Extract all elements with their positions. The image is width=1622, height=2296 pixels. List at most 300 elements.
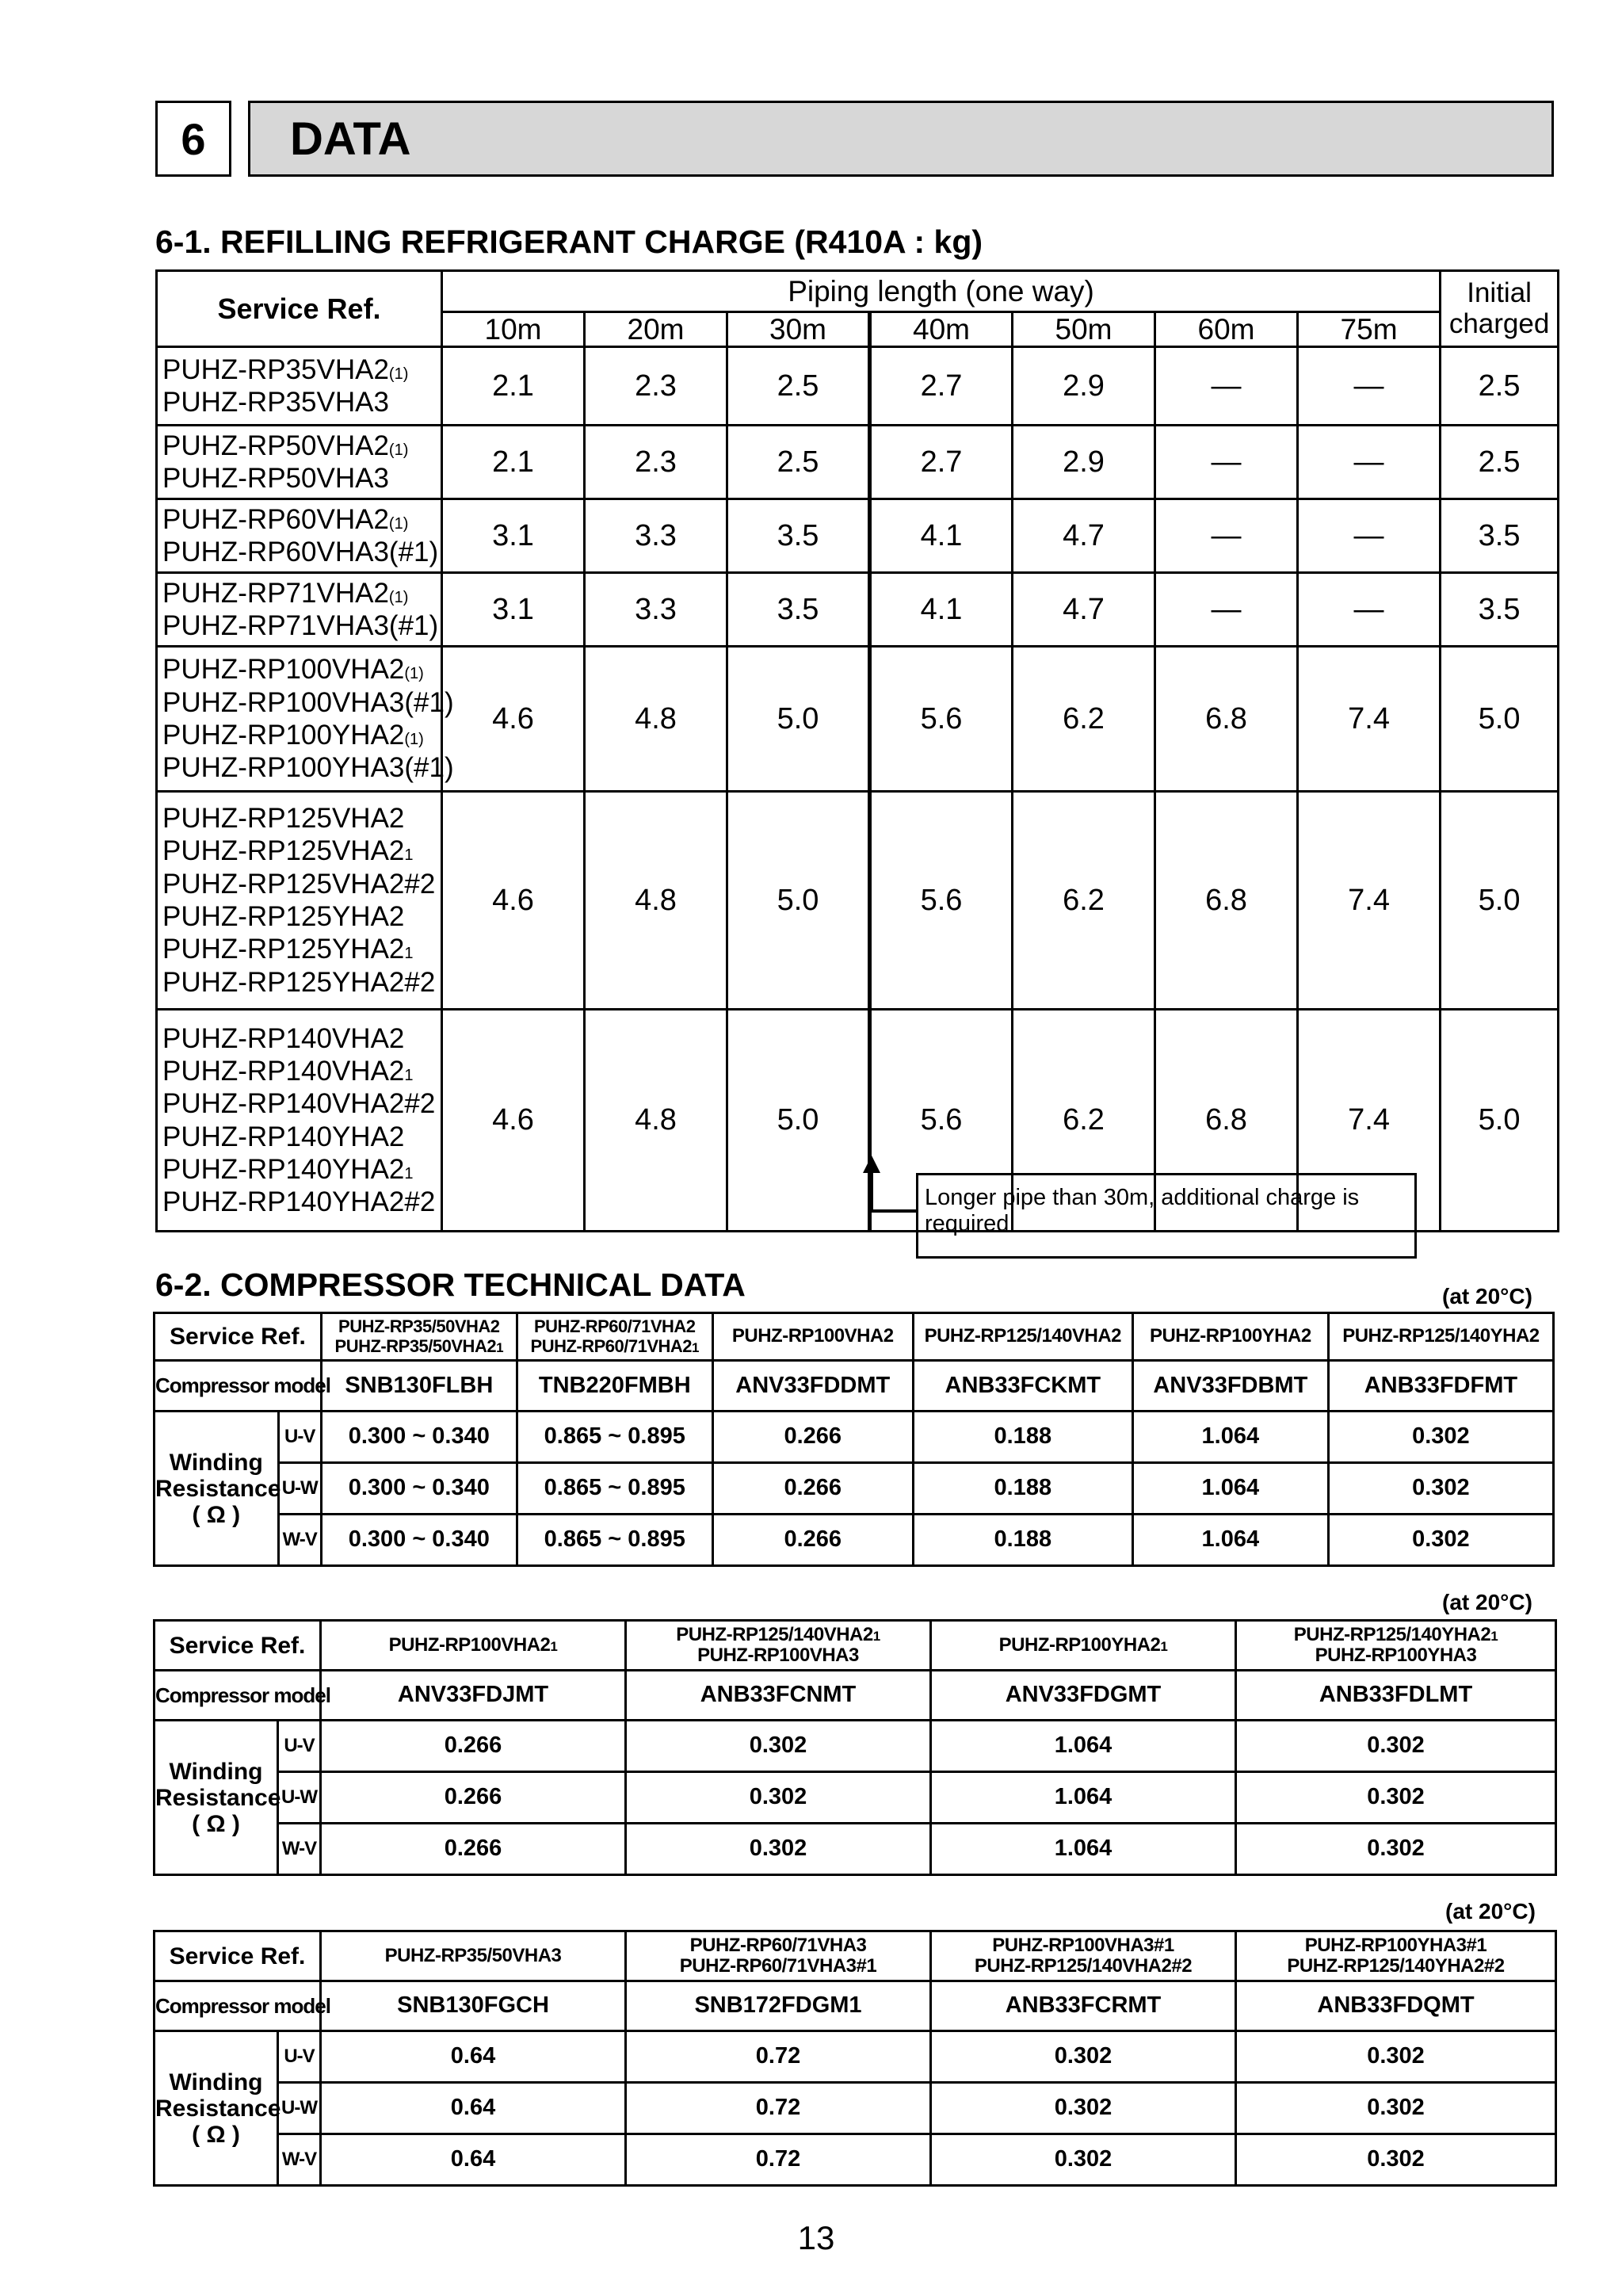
resistance-value: 0.302 xyxy=(1328,1412,1553,1463)
service-ref-label: Service Ref. xyxy=(155,1931,321,1981)
charge-value: 2.5 xyxy=(727,426,870,499)
resistance-value: 0.865 ~ 0.895 xyxy=(517,1463,712,1515)
service-ref-cell xyxy=(157,573,442,647)
charge-value: 3.5 xyxy=(727,499,870,573)
service-ref-line xyxy=(162,900,441,933)
model-name: PUHZ-RP35VHA2 xyxy=(162,353,389,385)
charge-value: — xyxy=(1298,426,1441,499)
model-name: PUHZ-RP140YHA2 xyxy=(162,1121,405,1152)
length-header: 30m xyxy=(727,312,870,347)
service-ref-line xyxy=(322,1337,516,1356)
service-ref-line xyxy=(162,1153,441,1186)
charge-value: 7.4 xyxy=(1298,792,1441,1010)
resistance-value: 0.72 xyxy=(626,2134,931,2186)
charge-value: 5.0 xyxy=(727,792,870,1010)
charge-value: 6.8 xyxy=(1155,792,1298,1010)
charge-value: 5.0 xyxy=(1441,647,1559,792)
service-ref-line xyxy=(162,933,441,965)
service-ref-line xyxy=(162,462,441,495)
service-ref-line xyxy=(518,1317,712,1336)
service-ref-line xyxy=(162,609,441,642)
resistance-value: 0.302 xyxy=(1236,2083,1556,2134)
resistance-value: 0.266 xyxy=(712,1412,913,1463)
charge-value: 5.0 xyxy=(1441,1010,1559,1232)
compressor-model-value: TNB220FMBH xyxy=(517,1361,712,1412)
winding-label-line: Resistance xyxy=(155,1475,281,1502)
model-name: PUHZ-RP100YHA3#1 xyxy=(1304,1934,1487,1956)
model-name: PUHZ-RP140YHA2#2 xyxy=(162,1186,436,1218)
suffix-mark: 1 xyxy=(404,846,414,865)
compressor-model-value: ANB33FDFMT xyxy=(1328,1361,1553,1412)
resistance-value: 0.302 xyxy=(931,2083,1236,2134)
service-ref-cell xyxy=(157,499,442,573)
charge-value: 4.1 xyxy=(870,499,1013,573)
service-ref-line xyxy=(627,1625,929,1645)
table-row xyxy=(157,347,1559,426)
charge-value: 5.0 xyxy=(1441,792,1559,1010)
model-name: PUHZ-RP125/140YHA2 xyxy=(1342,1325,1540,1347)
suffix-mark: (1) xyxy=(404,665,424,683)
page-number: 13 xyxy=(797,2219,835,2256)
charge-value: 2.5 xyxy=(1441,426,1559,499)
charge-value: 3.3 xyxy=(585,573,727,647)
suffix-mark: 1 xyxy=(496,1339,504,1355)
table-row xyxy=(157,792,1559,1010)
resistance-value: 0.72 xyxy=(626,2083,931,2134)
charge-value: — xyxy=(1155,347,1298,426)
suffix-mark: (1) xyxy=(388,514,409,533)
charge-value: 5.6 xyxy=(870,1010,1013,1232)
model-name: PUHZ-RP125/140YHA2#2 xyxy=(1287,1955,1505,1977)
header-row xyxy=(157,271,1559,312)
compressor-model-value: ANV33FDGMT xyxy=(931,1671,1236,1721)
model-name: PUHZ-RP71VHA2 xyxy=(162,577,389,609)
model-name: PUHZ-RP60/71VHA3#1 xyxy=(679,1955,877,1977)
model-name: PUHZ-RP125VHA2#2 xyxy=(162,868,436,900)
charge-value: 3.3 xyxy=(585,499,727,573)
service-ref-line xyxy=(1330,1326,1552,1347)
resistance-value: 0.64 xyxy=(321,2031,626,2083)
service-ref-cell xyxy=(157,1010,442,1232)
model-name: PUHZ-RP100YHA3(#1) xyxy=(162,752,454,784)
temp-note-1: (at 20°C) xyxy=(1442,1284,1532,1308)
suffix-mark: (1) xyxy=(388,365,409,383)
charge-value: 4.6 xyxy=(442,1010,585,1232)
suffix-mark: (1) xyxy=(388,588,409,606)
model-name: PUHZ-RP100VHA2 xyxy=(162,654,405,686)
charge-value: 4.1 xyxy=(870,573,1013,647)
service-ref-cell xyxy=(517,1313,712,1361)
resistance-value: 0.302 xyxy=(626,1772,931,1824)
service-ref-line xyxy=(1237,1625,1555,1645)
resistance-value: 0.302 xyxy=(1236,2031,1556,2083)
service-ref-cell xyxy=(1132,1313,1328,1361)
service-ref-line xyxy=(162,653,441,686)
resistance-value: 0.302 xyxy=(931,2134,1236,2186)
service-ref-line xyxy=(627,1645,929,1666)
suffix-mark: (1) xyxy=(388,441,409,459)
service-ref-line xyxy=(162,1121,441,1153)
charge-value: 7.4 xyxy=(1298,647,1441,792)
model-name: PUHZ-RP35/50VHA3 xyxy=(384,1944,562,1966)
model-name: PUHZ-RP140VHA2#2 xyxy=(162,1088,436,1120)
resistance-value: 0.302 xyxy=(1236,1772,1556,1824)
service-ref-cell xyxy=(626,1931,931,1981)
resistance-value: 0.302 xyxy=(1328,1515,1553,1566)
suffix-mark: 1 xyxy=(692,1339,699,1355)
charge-value: 5.0 xyxy=(727,647,870,792)
model-name: PUHZ-RP125/140YHA2 xyxy=(1293,1623,1491,1645)
charge-value: 2.1 xyxy=(442,426,585,499)
service-ref-cell xyxy=(1236,1621,1556,1671)
winding-row xyxy=(155,1772,1556,1824)
service-ref-line xyxy=(322,1317,516,1336)
suffix-mark: 1 xyxy=(404,945,414,963)
service-ref-cell xyxy=(1328,1313,1553,1361)
resistance-value: 1.064 xyxy=(1132,1463,1328,1515)
service-ref-line xyxy=(518,1337,712,1356)
model-name: PUHZ-RP125YHA2 xyxy=(162,901,405,932)
service-ref-line xyxy=(1237,1956,1555,1977)
resistance-value: 0.300 ~ 0.340 xyxy=(321,1412,517,1463)
service-ref-line xyxy=(1134,1326,1327,1347)
winding-row xyxy=(155,2031,1556,2083)
model-name: PUHZ-RP60/71VHA2 xyxy=(530,1335,693,1356)
compressor-model-row xyxy=(155,1361,1554,1412)
charge-value: 6.8 xyxy=(1155,1010,1298,1232)
compressor-model-value: SNB172FDGM1 xyxy=(626,1981,931,2031)
resistance-value: 1.064 xyxy=(931,1824,1236,1875)
model-name: PUHZ-RP140YHA2 xyxy=(162,1153,405,1185)
compressor-model-value: ANB33FCRMT xyxy=(931,1981,1236,2031)
service-ref-cell xyxy=(321,1621,626,1671)
table-row xyxy=(157,573,1559,647)
service-ref-cell xyxy=(1236,1931,1556,1981)
winding-row xyxy=(155,1824,1556,1875)
service-ref-line xyxy=(714,1326,912,1347)
service-ref-line xyxy=(322,1946,624,1966)
service-ref-line xyxy=(162,868,441,900)
resistance-value: 0.266 xyxy=(321,1824,626,1875)
length-header: 60m xyxy=(1155,312,1298,347)
model-name: PUHZ-RP100VHA3(#1) xyxy=(162,686,454,718)
service-ref-line xyxy=(932,1956,1235,1977)
phase-label: U-V xyxy=(278,1412,321,1463)
resistance-value: 0.300 ~ 0.340 xyxy=(321,1463,517,1515)
charge-value: 3.5 xyxy=(1441,499,1559,573)
compressor-model-label: Compressor model xyxy=(155,1981,321,2031)
compressor-table-2 xyxy=(153,1619,1557,1876)
winding-row xyxy=(155,2083,1556,2134)
winding-label-line: Resistance xyxy=(155,1784,281,1811)
length-header: 20m xyxy=(585,312,727,347)
resistance-value: 1.064 xyxy=(1132,1515,1328,1566)
service-ref-line xyxy=(1237,1935,1555,1956)
resistance-value: 0.188 xyxy=(913,1515,1132,1566)
charge-value: — xyxy=(1155,426,1298,499)
charge-value: 6.2 xyxy=(1013,1010,1155,1232)
model-name: PUHZ-RP60VHA3(#1) xyxy=(162,537,439,567)
suffix-mark: 1 xyxy=(404,1164,414,1182)
suffix-mark: 1 xyxy=(1490,1628,1498,1644)
service-ref-cell xyxy=(626,1621,931,1671)
resistance-value: 0.188 xyxy=(913,1412,1132,1463)
compressor-model-value: ANB33FCKMT xyxy=(913,1361,1132,1412)
compressor-model-value: SNB130FLBH xyxy=(321,1361,517,1412)
model-name: PUHZ-RP50VHA2 xyxy=(162,430,389,461)
table-row xyxy=(157,499,1559,573)
service-ref-line xyxy=(162,577,441,609)
service-ref-line xyxy=(162,353,441,386)
service-ref-line xyxy=(322,1635,624,1656)
winding-resistance-label xyxy=(155,2031,281,2186)
resistance-value: 0.64 xyxy=(321,2083,626,2134)
model-name: PUHZ-RP100VHA3#1 xyxy=(992,1934,1174,1956)
model-name: PUHZ-RP140VHA2 xyxy=(162,1022,405,1054)
service-ref-line xyxy=(162,430,441,462)
compressor-table-3 xyxy=(153,1930,1557,2187)
service-ref-line xyxy=(162,503,441,536)
winding-label-line: ( Ω ) xyxy=(192,2121,240,2148)
model-name: PUHZ-RP125/140VHA2#2 xyxy=(974,1955,1193,1977)
winding-row xyxy=(155,1463,1554,1515)
resistance-value: 0.302 xyxy=(1328,1463,1553,1515)
resistance-value: 0.266 xyxy=(321,1772,626,1824)
compressor-model-row xyxy=(155,1981,1556,2031)
winding-label-line: Winding xyxy=(169,1449,263,1476)
suffix-mark: 1 xyxy=(872,1628,880,1644)
section-title: DATA xyxy=(248,101,1554,177)
model-name: PUHZ-RP60/71VHA3 xyxy=(689,1934,867,1956)
service-ref-line xyxy=(932,1635,1235,1656)
model-name: PUHZ-RP100YHA2 xyxy=(1149,1325,1311,1347)
charge-value: 5.6 xyxy=(870,792,1013,1010)
phase-label: U-V xyxy=(278,2031,321,2083)
resistance-value: 0.300 ~ 0.340 xyxy=(321,1515,517,1566)
service-ref-line xyxy=(627,1956,929,1977)
service-ref-line xyxy=(162,1055,441,1087)
model-name: PUHZ-RP35/50VHA2 xyxy=(334,1335,497,1356)
charge-value: 2.9 xyxy=(1013,347,1155,426)
refill-table xyxy=(155,269,1559,1232)
suffix-mark: 1 xyxy=(404,1066,414,1084)
service-ref-cell xyxy=(157,426,442,499)
winding-label-line: ( Ω ) xyxy=(192,1810,240,1837)
model-name: PUHZ-RP100YHA3 xyxy=(1315,1645,1477,1666)
charge-value: 4.6 xyxy=(442,792,585,1010)
callout-note: Longer pipe than 30m, additional charge is required. xyxy=(916,1173,1417,1259)
compressor-model-value: ANV33FDBMT xyxy=(1132,1361,1328,1412)
piping-length-header: Piping length (one way) xyxy=(442,271,1441,312)
resistance-value: 0.64 xyxy=(321,2134,626,2186)
resistance-value: 1.064 xyxy=(1132,1412,1328,1463)
model-name: PUHZ-RP125VHA2 xyxy=(162,835,405,867)
phase-label: U-W xyxy=(278,2083,321,2134)
service-ref-line xyxy=(162,686,454,719)
service-ref-cell xyxy=(321,1931,626,1981)
compressor-model-value: ANB33FDLMT xyxy=(1236,1671,1556,1721)
compressor-table-1 xyxy=(153,1312,1555,1567)
length-header: 40m xyxy=(870,312,1013,347)
service-ref-cell xyxy=(157,792,442,1010)
model-name: PUHZ-RP35VHA3 xyxy=(162,387,389,418)
model-name: PUHZ-RP125/140VHA2 xyxy=(676,1623,873,1645)
service-ref-line xyxy=(162,1186,441,1218)
charge-value: — xyxy=(1298,347,1441,426)
service-ref-line xyxy=(914,1326,1132,1347)
charge-value: 4.7 xyxy=(1013,499,1155,573)
charge-value: 5.6 xyxy=(870,647,1013,792)
suffix-mark: 1 xyxy=(550,1638,558,1654)
model-name: PUHZ-RP35/50VHA2 xyxy=(338,1316,500,1337)
charge-value: — xyxy=(1155,499,1298,573)
charge-value: 2.7 xyxy=(870,426,1013,499)
model-name: PUHZ-RP71VHA3(#1) xyxy=(162,610,439,641)
charge-value: 4.8 xyxy=(585,647,727,792)
winding-resistance-label xyxy=(155,1412,279,1566)
service-ref-line xyxy=(162,719,441,751)
service-ref-line xyxy=(162,386,441,418)
winding-label-line: Winding xyxy=(169,1758,263,1785)
model-name: PUHZ-RP140VHA2 xyxy=(162,1055,405,1087)
compressor-model-value: ANB33FCNMT xyxy=(626,1671,931,1721)
charge-value: — xyxy=(1298,499,1441,573)
service-ref-cell xyxy=(157,647,454,792)
service-ref-cell xyxy=(931,1931,1236,1981)
resistance-value: 0.302 xyxy=(1236,1721,1556,1772)
model-name: PUHZ-RP100VHA3 xyxy=(697,1645,859,1666)
service-ref-line xyxy=(162,1087,441,1120)
charge-value: 6.2 xyxy=(1013,792,1155,1010)
model-name: PUHZ-RP100VHA2 xyxy=(731,1325,894,1347)
service-ref-line xyxy=(162,751,454,784)
length-header: 10m xyxy=(442,312,585,347)
resistance-value: 0.302 xyxy=(1236,2134,1556,2186)
service-ref-cell xyxy=(157,347,442,426)
service-ref-line xyxy=(1237,1645,1555,1666)
phase-label: U-W xyxy=(278,1463,321,1515)
model-name: PUHZ-RP100VHA2 xyxy=(388,1633,551,1656)
resistance-value: 0.865 ~ 0.895 xyxy=(517,1412,712,1463)
service-ref-line xyxy=(932,1935,1235,1956)
phase-label: U-W xyxy=(278,1772,321,1824)
model-name: PUHZ-RP125YHA2 xyxy=(162,934,405,965)
charge-value: 4.8 xyxy=(585,792,727,1010)
winding-resistance-label xyxy=(155,1721,281,1875)
compressor-model-label: Compressor model xyxy=(155,1671,321,1721)
resistance-value: 0.865 ~ 0.895 xyxy=(517,1515,712,1566)
winding-row xyxy=(155,2134,1556,2186)
resistance-value: 0.266 xyxy=(712,1515,913,1566)
section-number: 6 xyxy=(155,101,231,177)
suffix-mark: 1 xyxy=(1160,1638,1168,1654)
resistance-value: 0.188 xyxy=(913,1463,1132,1515)
charge-value: 2.7 xyxy=(870,347,1013,426)
model-name: PUHZ-RP100YHA2 xyxy=(998,1633,1161,1656)
winding-label-line: Resistance xyxy=(155,2095,281,2122)
service-ref-line xyxy=(627,1935,929,1956)
charge-value: 2.3 xyxy=(585,347,727,426)
charge-value: 5.0 xyxy=(727,1010,870,1232)
service-ref-header: Service Ref. xyxy=(157,271,442,347)
temp-note-3: (at 20°C) xyxy=(1445,1899,1536,1924)
charge-value: 2.5 xyxy=(727,347,870,426)
model-name: PUHZ-RP50VHA3 xyxy=(162,463,389,494)
service-ref-cell xyxy=(321,1313,517,1361)
resistance-value: 1.064 xyxy=(931,1721,1236,1772)
model-name: PUHZ-RP60VHA2 xyxy=(162,503,389,535)
resistance-value: 0.302 xyxy=(626,1721,931,1772)
charge-value: 3.1 xyxy=(442,573,585,647)
resistance-value: 0.302 xyxy=(931,2031,1236,2083)
service-ref-cell xyxy=(913,1313,1132,1361)
length-header: 75m xyxy=(1298,312,1441,347)
service-ref-row xyxy=(155,1931,1556,1981)
temp-note-2: (at 20°C) xyxy=(1442,1590,1532,1614)
charge-value: 4.7 xyxy=(1013,573,1155,647)
resistance-value: 1.064 xyxy=(931,1772,1236,1824)
compressor-heading: 6-2. COMPRESSOR TECHNICAL DATA xyxy=(155,1266,746,1303)
refill-heading: 6-1. REFILLING REFRIGERANT CHARGE (R410A : kg) xyxy=(155,223,983,260)
compressor-model-value: ANB33FDQMT xyxy=(1236,1981,1556,2031)
service-ref-label: Service Ref. xyxy=(155,1313,322,1361)
compressor-model-label: Compressor model xyxy=(155,1361,322,1412)
winding-row xyxy=(155,1412,1554,1463)
service-ref-line xyxy=(162,966,441,999)
phase-label: W-V xyxy=(278,2134,321,2186)
charge-value: 4.8 xyxy=(585,1010,727,1232)
compressor-model-row xyxy=(155,1671,1556,1721)
model-name: PUHZ-RP125/140VHA2 xyxy=(924,1325,1122,1347)
suffix-mark: (1) xyxy=(404,731,424,748)
compressor-model-value: ANV33FDJMT xyxy=(321,1671,626,1721)
charge-value: 2.1 xyxy=(442,347,585,426)
charge-value: 2.3 xyxy=(585,426,727,499)
service-ref-line xyxy=(162,802,441,835)
compressor-model-value: SNB130FGCH xyxy=(321,1981,626,2031)
service-ref-line xyxy=(162,835,441,867)
charge-value: 2.9 xyxy=(1013,426,1155,499)
service-ref-row xyxy=(155,1313,1554,1361)
arrow-line xyxy=(870,1160,873,1213)
charge-value: — xyxy=(1298,573,1441,647)
table-row xyxy=(157,647,1559,792)
model-name: PUHZ-RP60/71VHA2 xyxy=(534,1316,696,1337)
winding-row xyxy=(155,1515,1554,1566)
charge-value: 4.6 xyxy=(442,647,585,792)
model-name: PUHZ-RP100YHA2 xyxy=(162,720,405,751)
service-ref-line xyxy=(162,1022,441,1055)
phase-label: W-V xyxy=(278,1824,321,1875)
service-ref-row xyxy=(155,1621,1556,1671)
charge-value: 2.5 xyxy=(1441,347,1559,426)
service-ref-cell xyxy=(931,1621,1236,1671)
service-ref-label: Service Ref. xyxy=(155,1621,321,1671)
phase-label: U-V xyxy=(278,1721,321,1772)
winding-row xyxy=(155,1721,1556,1772)
charge-value: 6.8 xyxy=(1155,647,1298,792)
table-row xyxy=(157,426,1559,499)
winding-label-line: ( Ω ) xyxy=(192,1501,241,1528)
charge-value: — xyxy=(1155,573,1298,647)
arrow-connector xyxy=(870,1209,916,1213)
service-ref-cell xyxy=(712,1313,913,1361)
resistance-value: 0.302 xyxy=(1236,1824,1556,1875)
charge-value: 3.5 xyxy=(727,573,870,647)
length-header: 50m xyxy=(1013,312,1155,347)
resistance-value: 0.266 xyxy=(321,1721,626,1772)
compressor-model-value: ANV33FDDMT xyxy=(712,1361,913,1412)
